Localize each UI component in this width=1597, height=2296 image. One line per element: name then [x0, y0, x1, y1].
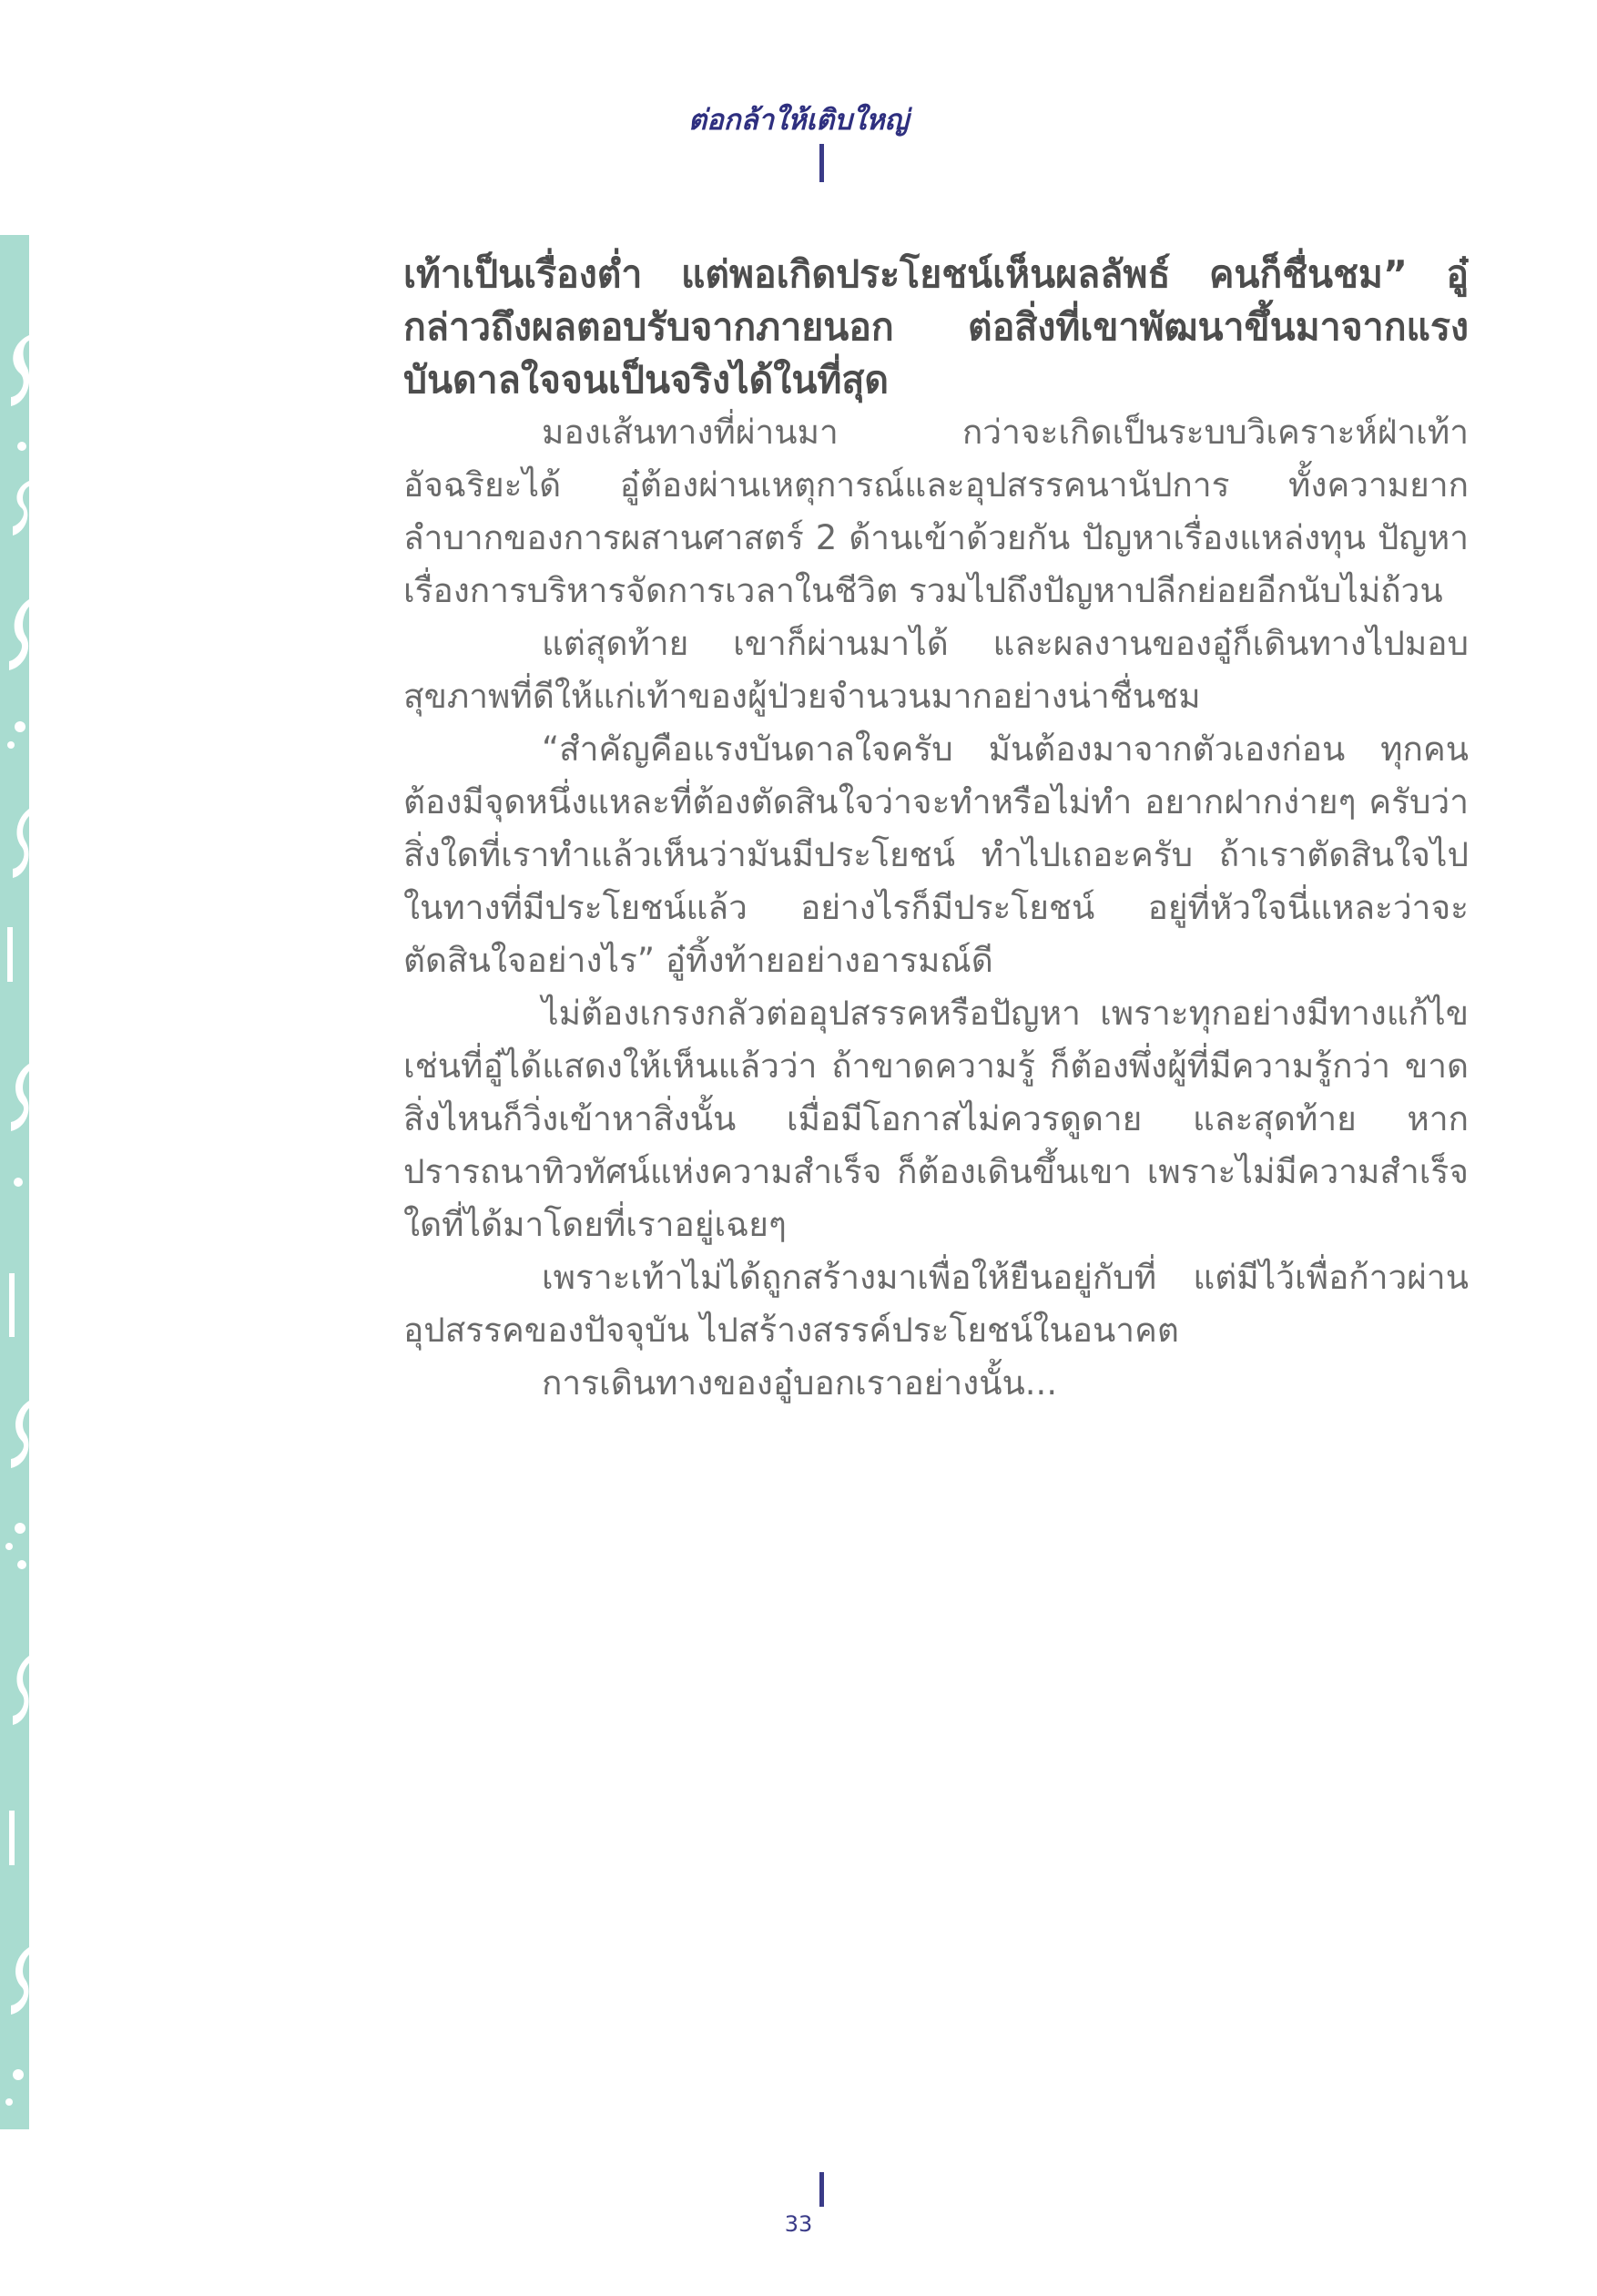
page-number: 33 [784, 2211, 813, 2237]
body-paragraph: เพราะเท้าไม่ได้ถูกสร้างมาเพื่อให้ยืนอยู่กับที่ แต่มีไว้เพื่อก้าวผ่านอุปสรรคของปัจจุบัน ไปสร้างสรรค์ประโยชน์ในอนาคต [403, 1258, 1469, 1350]
article-body [403, 248, 1469, 1410]
body-paragraph: ไม่ต้องเกรงกลัวต่ออุปสรรคหรือปัญหา เพราะทุกอย่างมีทางแก้ไข เช่นที่อู๋ได้แสดงให้เห็นแล้วว่า ถ้าขาดความรู้ ก็ต้องพึ่งผู้ที่มีความรู้กว่า ขาดสิ่งไหนก็วิ่งเข้าหาสิ่งนั้น เมื่อมีโอกาสไม่ควรดูดาย และสุดท้าย หากปรารถนาทิวทัศน์แห่งความสำเร็จ ก็ต้องเดินขึ้นเขา เพราะไม่มีความสำเร็จใดที่ได้มาโดยที่เราอยู่เฉยๆ [403, 994, 1469, 1244]
decorative-side-strip [0, 235, 29, 2129]
wave-pattern-icon [0, 235, 29, 2129]
closing-paragraph: การเดินทางของอู๋บอกเราอย่างนั้น... [542, 1363, 1058, 1403]
body-paragraph: แต่สุดท้าย เขาก็ผ่านมาได้ และผลงานของอู๋ก็เดินทางไปมอบสุขภาพที่ดีให้แก่เท้าของผู้ป่วยจำนวนมากอย่างน่าชื่นชม [403, 624, 1469, 716]
footer-divider-bar [819, 2172, 824, 2207]
body-paragraph: “สำคัญคือแรงบันดาลใจครับ มันต้องมาจากตัวเองก่อน ทุกคนต้องมีจุดหนึ่งแหละที่ต้องตัดสินใจว่าจะทำหรือไม่ทำ อยากฝากง่ายๆ ครับว่า สิ่งใดที่เราทำแล้วเห็นว่ามันมีประโยชน์ ทำไปเถอะครับ ถ้าเราตัดสินใจไปในทางที่มีประโยชน์แล้ว อย่างไรก็มีประโยชน์ อยู่ที่หัวใจนี่แหละว่าจะตัดสินใจอย่างไร” อู๋ทิ้งท้ายอย่างอารมณ์ดี [403, 730, 1469, 980]
header-divider-bar [819, 144, 824, 182]
running-header-title: ต่อกล้าให้เติบใหญ่ [688, 104, 909, 137]
lead-paragraph: เท้าเป็นเรื่องต่ำ แต่พอเกิดประโยชน์เห็นผลลัพธ์ คนก็ชื่นชม” อู๋กล่าวถึงผลตอบรับจากภายนอก ต่อสิ่งที่เขาพัฒนาขึ้นมาจากแรงบันดาลใจจนเป็นจริงได้ในที่สุด [403, 252, 1469, 402]
body-paragraph: มองเส้นทางที่ผ่านมา กว่าจะเกิดเป็นระบบวิเคราะห์ฝ่าเท้าอัจฉริยะได้ อู๋ต้องผ่านเหตุการณ์และอุปสรรคนานัปการ ทั้งความยากลำบากของการผสานศาสตร์ 2 ด้านเข้าด้วยกัน ปัญหาเรื่องแหล่งทุน ปัญหาเรื่องการบริหารจัดการเวลาในชีวิต รวมไปถึงปัญหาปลีกย่อยอีกนับไม่ถ้วน [403, 413, 1469, 610]
